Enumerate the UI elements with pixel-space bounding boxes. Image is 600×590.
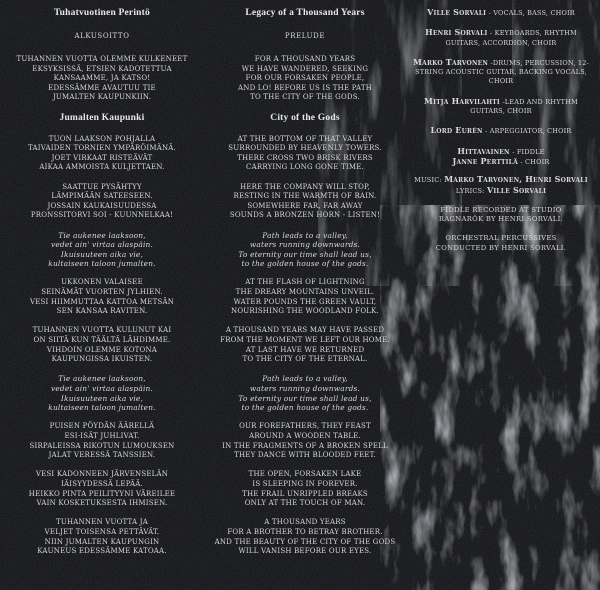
writing-credits <box>408 175 594 196</box>
lyric-stanza <box>210 374 400 412</box>
lyric-stanza <box>210 135 400 173</box>
lyric-line: to the golden house of the gods. <box>241 403 369 413</box>
lyric-line: SOMEWHERE FAR, FAR AWAY <box>247 201 363 210</box>
lyric-stanza <box>210 231 400 269</box>
music-credit: MUSIC: Marko Tarvonen, Henri Sorvali <box>414 174 588 185</box>
credit-entry <box>408 8 594 18</box>
credit-role: -DRUMS, PERCUSSION, 12-STRING ACOUSTIC GUITAR, BACKING VOCALS, CHOIR <box>415 58 589 86</box>
lyric-stanza <box>210 518 400 556</box>
lyric-line: IS SLEEPING IN FOREVER. <box>252 479 358 488</box>
credits-column <box>408 8 594 263</box>
lyric-line: THE OPEN, FORSAKEN LAKE <box>248 470 362 479</box>
lyric-line: EKSYKSISSÄ, ETSIEN KADOTETTUA <box>32 64 172 73</box>
lyric-line: vedet ain' virtaa alaspäin. <box>50 384 154 393</box>
credit-role: -LEAD AND RHYTHM GUITARS, CHOIR <box>470 97 578 116</box>
lyric-stanza <box>8 518 196 556</box>
credit-name: Lord Eurén <box>430 125 483 136</box>
english-song-title: City of the Gods <box>270 112 340 123</box>
lyric-line: AROUND A WOODEN TABLE. <box>249 431 361 440</box>
credit-role: - FIDDLE <box>512 147 545 156</box>
lyric-line: TO THE CITY OF THE ETERNAL. <box>242 355 368 364</box>
lyric-line: A THOUSAND YEARS MAY HAVE PASSED <box>225 326 385 335</box>
lyric-line: TAIVAIDEN TORNIEN YMPÄRÖIMÄNÄ. <box>28 144 176 153</box>
credit-name: Hittavainen <box>457 145 510 156</box>
credit-role: - VOCALS, BASS, CHOIR <box>488 9 575 17</box>
finnish-prelude-stanza <box>8 55 196 103</box>
lyric-line: Tie aukenee laaksoon, <box>58 230 146 240</box>
english-lyrics-column <box>210 8 400 566</box>
credit-entry <box>408 97 594 117</box>
lyric-stanza <box>8 470 196 508</box>
lyric-line: LÄMPIMÄÄN SATEESEEN. <box>51 192 153 201</box>
lyric-line: VELJET TOISENSA PETTÄVÄT. <box>44 527 160 536</box>
finnish-song-title: Jumalten Kaupunki <box>59 112 145 123</box>
credit-entry <box>408 58 594 87</box>
finnish-prelude-label: ALKUSOITTO <box>74 32 130 40</box>
lyric-stanza <box>8 231 196 269</box>
lyric-line: FOR A THOUSAND YEARS <box>254 55 356 63</box>
finnish-lyrics-column <box>8 8 196 566</box>
lyric-line: AT LAST HAVE WE RETURNED <box>245 345 365 354</box>
lyric-stanza <box>8 135 196 173</box>
lyric-line: Tie aukenee laaksoon, <box>58 374 146 384</box>
lyric-line: AT THE BOTTOM OF THAT VALLEY <box>237 134 373 143</box>
lyric-line: THERE CROSS TWO BRISK RIVERS <box>237 153 373 162</box>
lyric-stanza <box>210 183 400 221</box>
lyric-stanza <box>8 278 196 316</box>
credit-name: Henri Sorvali <box>425 27 488 38</box>
lyric-line: FOR OUR FORSAKEN PEOPLE, <box>245 74 365 83</box>
band-credits <box>408 8 594 167</box>
lyric-line: IÄISYYDESSÄ LEPÄÄ. <box>61 479 143 488</box>
english-title: Legacy of a Thousand Years <box>245 8 365 18</box>
lyric-line: Ikuisuuteen aika vie, <box>60 393 144 403</box>
lyric-line: IN THE FRAGMENTS OF A BROKEN SPELL <box>222 441 388 450</box>
lyric-line: vedet ain' virtaa alaspäin. <box>50 240 154 250</box>
lyric-line: Ikuisuuteen aika vie, <box>60 249 144 259</box>
finnish-title: Tuhatvuotinen Perintö <box>54 8 150 18</box>
english-stanzas <box>210 135 400 557</box>
lyric-line: FROM THE MOMENT WE LEFT OUR HOME. <box>220 336 390 345</box>
lyric-stanza <box>8 326 196 364</box>
credit-name: Mitja Harvilahti <box>424 95 500 106</box>
lyric-line: A THOUSAND YEARS <box>264 518 346 527</box>
credit-name: Marko Tarvonen <box>413 56 489 67</box>
lyric-line: TUHANNEN VUOTTA JA <box>56 518 148 527</box>
lyric-line: SIRPALEISSA RIKOTUN LUMOUKSEN <box>29 441 175 450</box>
lyric-line: FOR A BROTHER TO BETRAY BROTHER. <box>227 527 383 536</box>
recording-note: FIDDLE RECORDED AT STUDIO RAGNARÖK BY HENRI SORVALI. <box>438 205 564 224</box>
lyric-line: THEY DANCE WITH BLOODED FEET. <box>234 451 376 460</box>
credit-role: - KEYBOARDS, RHYTHM GUITARS, ACCORDION, CHOIR <box>445 29 577 47</box>
lyric-line: NOURISHING THE WOODLAND FOLK. <box>231 307 379 316</box>
lyric-line: NIIN JUMALTEN KAUPUNGIN <box>44 537 160 546</box>
lyric-line: RESTING IN THE WARMTH OF RAIN. <box>233 192 377 201</box>
lyric-stanza <box>210 326 400 364</box>
credit-role: - CHOIR <box>520 157 550 166</box>
lyric-line: AIKAA AMMOISTA KULJETTAEN. <box>39 163 165 172</box>
lyric-line: waters running downwards. <box>249 240 361 250</box>
lyric-stanza <box>210 278 400 316</box>
english-prelude-stanza <box>210 55 400 103</box>
lyric-line: ESI-ISÄT JUHLIVAT. <box>64 431 140 440</box>
lyric-line: JUMALTEN KAUPUNKIIN. <box>52 93 152 102</box>
lyric-line: WE HAVE WANDERED, SEEKING <box>241 64 369 73</box>
lyric-stanza <box>8 183 196 221</box>
english-prelude-label: PRELUDE <box>284 32 326 40</box>
lyric-line: VAIN KOSKETUKSESTA IHMISEN. <box>36 499 168 508</box>
lyric-line: waters running downwards. <box>249 384 361 393</box>
finnish-stanzas <box>8 135 196 557</box>
lyric-line: WILL VANISH BEFORE OUR EYES. <box>238 547 372 556</box>
lyric-line: SOUNDS A BRONZEN HORN - LISTEN! <box>229 211 381 220</box>
lyric-line: EDESSÄMME AVAUTUU TIE <box>48 83 156 92</box>
lyric-stanza <box>8 422 196 460</box>
lyric-line: KANSAAMME, JA KATSO! <box>53 74 151 83</box>
lyric-line: AT THE FLASH OF LIGHTNING <box>245 278 365 287</box>
lyric-line: ONLY AT THE TOUCH OF MAN. <box>244 499 366 508</box>
lyric-line: ON SIITÄ KUN TÄÄLTÄ LÄHDIMME. <box>33 336 171 345</box>
credit-entry <box>408 157 594 167</box>
lyric-line: TO THE CITY OF THE GODS. <box>250 93 360 102</box>
lyric-line: TUON LAAKSON POHJALLA <box>48 134 156 143</box>
lyric-line: JOET VIRKAAT RISTEÄVÄT <box>51 153 153 162</box>
lyric-line: HEIKKO PINTA PEILITYYNI VÄREILEE <box>28 489 176 498</box>
lyric-line: SEINÄMÄT VUORTEN JYLHIEN. <box>41 288 163 297</box>
lyric-line: SEN KANSAA RAVITEN. <box>56 307 148 316</box>
credit-name: Ville Sorvali <box>427 7 487 17</box>
lyric-stanza <box>210 422 400 460</box>
lyric-line: SAATTUE PYSÄHTYY <box>62 182 142 191</box>
lyric-line: Path leads to a valley, <box>262 374 348 384</box>
lyric-line: KAUPUNGISSA IKUISTEN. <box>51 355 153 364</box>
lyric-line: OUR FOREFATHERS, THEY FEAST <box>239 422 371 431</box>
lyric-line: TUHANNEN VUOTTA KULUNUT KAI <box>32 326 172 335</box>
credit-entry <box>408 126 594 136</box>
lyric-line: CARRYING LONG GONE TIME. <box>246 163 364 172</box>
percussion-note: ORCHESTRAL PERCUSSIVES CONDUCTED BY HENRI SORVALI. <box>435 234 567 252</box>
lyrics-credit: LYRICS: Ville Sorvali <box>455 184 547 195</box>
lyric-line: kultaiseen taloon jumalten. <box>48 403 156 413</box>
lyric-line: SURROUNDED BY HEAVENLY TOWERS. <box>228 144 382 153</box>
lyric-line: PRONSSITORVI SOI - KUUNNELKAA! <box>30 211 174 220</box>
lyric-line: VESI KADONNEEN JÄRVENSELÄN <box>35 470 169 479</box>
lyric-line: to the golden house of the gods. <box>241 259 369 269</box>
lyric-line: VESI HIIMMUTTAA KATTOA METSÄN <box>29 297 175 306</box>
lyric-stanza <box>8 374 196 412</box>
lyric-line: THE DREARY MOUNTAINS UNVEIL. <box>235 288 375 297</box>
lyric-line: Path leads to a valley, <box>262 230 348 240</box>
lyric-line: JOSSAIN KAUKAISUUDESSA <box>47 201 157 210</box>
lyric-line: AND THE BEAUTY OF THE CITY OF THE GODS <box>214 537 396 546</box>
lyric-line: THE FRAIL UNRIPPLED BREAKS <box>242 489 368 498</box>
lyric-line: kultaiseen taloon jumalten. <box>48 259 156 269</box>
lyric-line: HERE THE COMPANY WILL STOP, <box>240 182 370 191</box>
lyric-line: UKKONEN VALAISEE <box>61 278 143 287</box>
lyric-line: KAUNEUS EDESSÄMME KATOAA. <box>37 547 167 556</box>
lyric-line: To eternity our time shall lead us, <box>238 249 372 259</box>
lyric-line: PUISEN PÖYDÄN ÄÄRELLÄ <box>49 422 155 431</box>
lyric-line: WATER POUNDS THE GREEN VAULT, <box>233 297 377 306</box>
lyric-line: To eternity our time shall lead us, <box>238 393 372 403</box>
lyric-line: VIHDOIN OLEMME KOTONA <box>46 345 158 354</box>
lyric-stanza <box>210 470 400 508</box>
credit-name: Janne Perttilä <box>452 155 518 166</box>
lyric-line: JALAT VERESSÄ TANSSIEN. <box>48 451 156 460</box>
credit-role: - ARPEGGIATOR, CHOIR <box>485 127 572 136</box>
lyric-line: TUHANNEN VUOTTA OLEMME KULKENEET <box>16 55 188 63</box>
lyric-line: AND LO! BEFORE US IS THE PATH <box>237 83 373 92</box>
credit-entry <box>408 28 594 48</box>
